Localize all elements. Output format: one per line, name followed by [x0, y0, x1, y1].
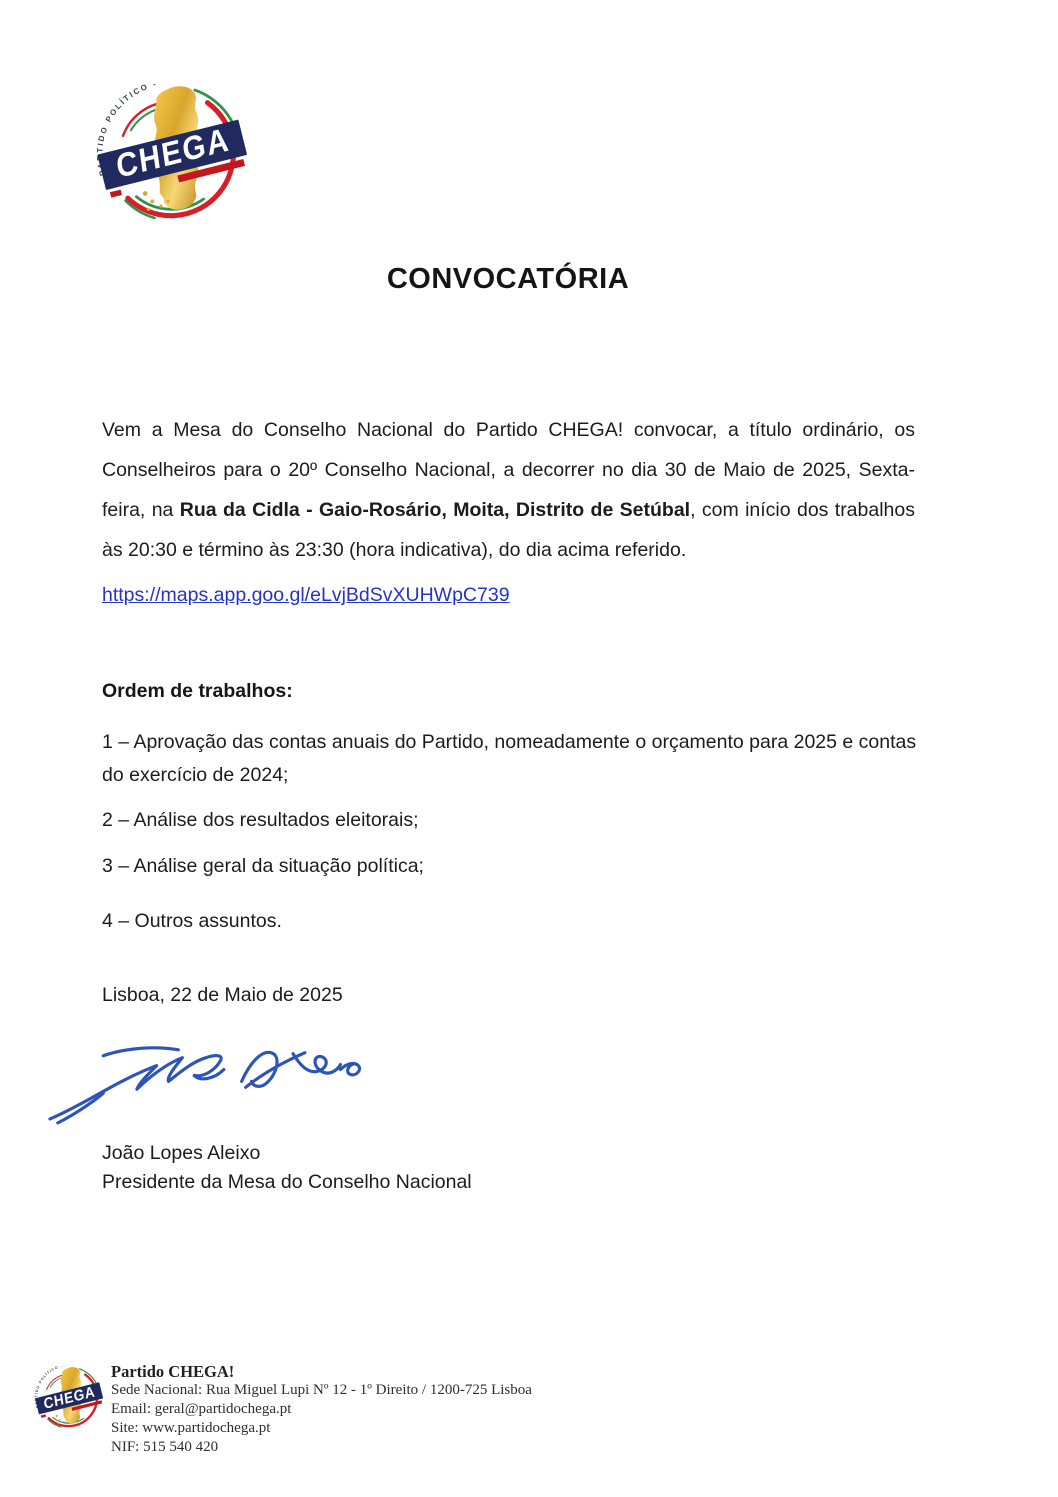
signature	[44, 1018, 380, 1126]
agenda-item-1: 1 – Aprovação das contas anuais do Partido, nomeadamente o orçamento para 2025 e contas do exercício de 2024;	[102, 731, 917, 786]
intro-location-bold: Rua da Cidla - Gaio-Rosário, Moita, Distrito de Setúbal	[179, 499, 691, 521]
intro-text-after: , com início dos trabalhos às 20:30 e término às 23:30 (hora indicativa), do dia acima referido.	[102, 499, 915, 561]
intro-paragraph	[102, 410, 915, 570]
agenda-item-2: 2 – Análise dos resultados eleitorais;	[102, 809, 419, 831]
signer-role: Presidente da Mesa do Conselho Nacional	[102, 1171, 472, 1193]
footer-address: Sede Nacional: Rua Miguel Lupi Nº 12 - 1º Direito / 1200-725 Lisboa	[111, 1382, 532, 1398]
agenda-item-4: 4 – Outros assuntos.	[102, 910, 282, 932]
footer-site: Site: www.partidochega.pt	[111, 1420, 271, 1436]
agenda-heading: Ordem de trabalhos:	[102, 680, 293, 702]
agenda-item-3: 3 – Análise geral da situação política;	[102, 855, 424, 877]
signer-name: João Lopes Aleixo	[102, 1142, 261, 1164]
footer-email: Email: geral@partidochega.pt	[111, 1401, 292, 1417]
signer-block	[102, 1139, 472, 1197]
chega-logo	[93, 74, 251, 234]
footer-text	[111, 1360, 532, 1457]
intro-text-before: Vem a Mesa do Conselho Nacional do Partido CHEGA! convocar, a título ordinário, os Conselheiros para o 20º Conselho Nacional, a decorrer no dia 30 de Maio de 2025, Sexta-feira, na	[102, 419, 915, 521]
dateline: Lisboa, 22 de Maio de 2025	[102, 984, 343, 1006]
footer	[33, 1360, 532, 1457]
chega-logo-small	[33, 1360, 105, 1436]
footer-org: Partido CHEGA!	[111, 1362, 235, 1381]
footer-nif: NIF: 515 540 420	[111, 1439, 219, 1455]
maps-link[interactable]: https://maps.app.goo.gl/eLvjBdSvXUHWpC739	[102, 584, 510, 606]
page-title: CONVOCATÓRIA	[386, 263, 630, 295]
